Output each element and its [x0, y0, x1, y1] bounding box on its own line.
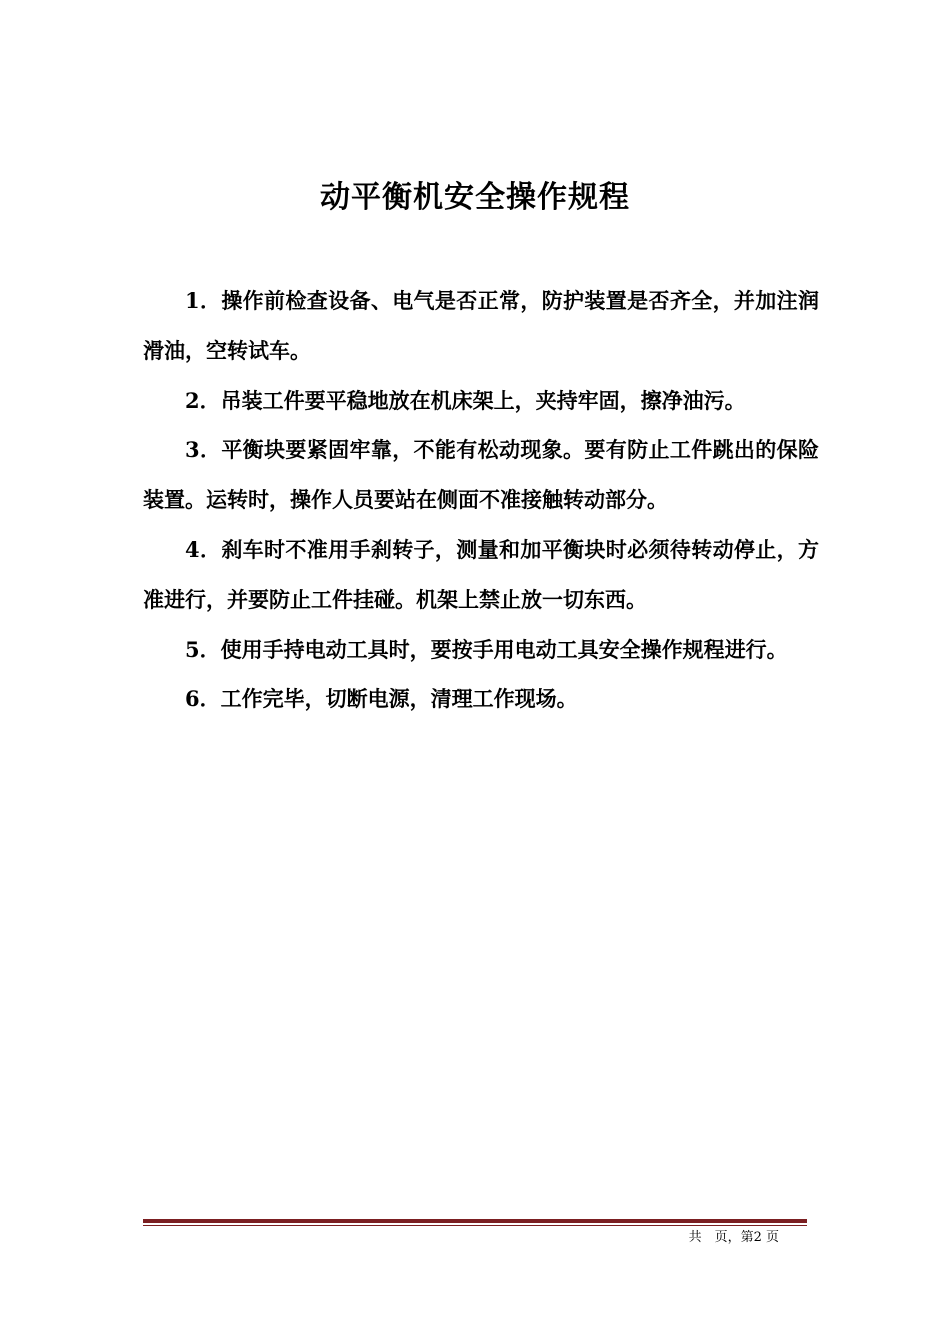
document-body — [143, 276, 819, 724]
rule-item-4: 4．刹车时不准用手刹转子，测量和加平衡块时必须待转动停止，方准进行，并要防止工件挂碰。机架上禁止放一切东西。 — [143, 536, 819, 612]
footer-divider-thin — [143, 1225, 807, 1226]
rule-item-2: 2．吊装工件要平稳地放在机床架上，夹持牢固，擦净油污。 — [185, 387, 746, 413]
page-title: 动平衡机安全操作规程 — [320, 180, 630, 215]
rule-item-1: 1．操作前检查设备、电气是否正常，防护装置是否齐全，并加注润滑油，空转试车。 — [143, 288, 819, 363]
page-number: 共 页，第2 页 — [688, 1230, 779, 1245]
rule-item-6: 6．工作完毕，切断电源，清理工作现场。 — [185, 686, 578, 712]
footer-divider — [143, 1219, 807, 1226]
rule-item-5: 5．使用手持电动工具时，要按手用电动工具安全操作规程进行。 — [185, 636, 788, 662]
rule-item-3: 3．平衡块要紧固牢靠，不能有松动现象。要有防止工件跳出的保险装置。运转时，操作人员要站在侧面不准接触转动部分。 — [143, 437, 819, 513]
